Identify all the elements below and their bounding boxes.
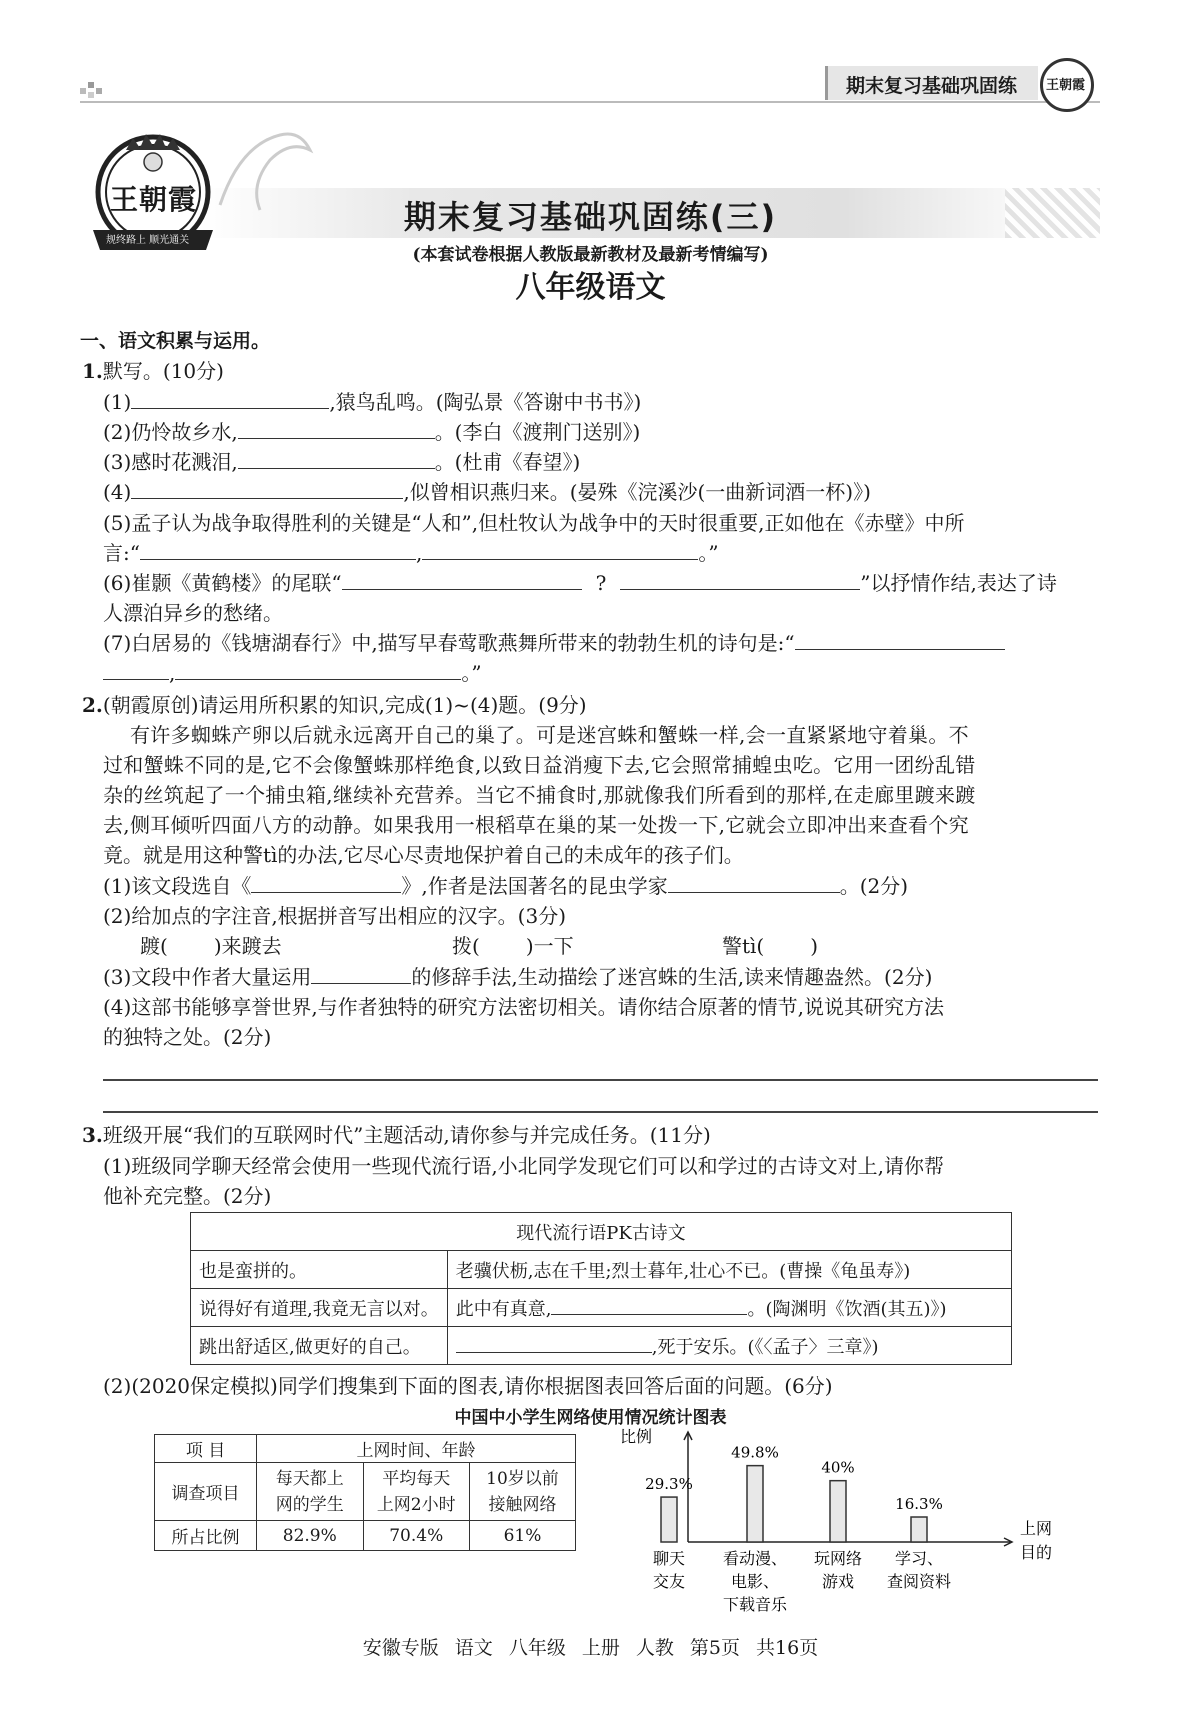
- table-caption: 现代流行语PK古诗文: [191, 1213, 1012, 1251]
- q3-sub-1-line2: 他补充完整。(2分): [103, 1184, 272, 1208]
- q1-item-4: [103, 477, 871, 507]
- q1-item-1-pre: (1): [103, 390, 132, 414]
- q2-sub-1-mid: 》,作者是法国著名的昆虫学家: [401, 874, 668, 898]
- q1-item-2-post: 。(李白《渡荆门送别》): [434, 420, 641, 444]
- q2-label: (朝霞原创)请运用所积累的知识,完成(1)~(4)题。(9分): [102, 693, 587, 717]
- category-label: 游戏: [821, 1572, 855, 1591]
- q2-sub-2-c-text: 警tì(: [722, 934, 765, 958]
- table-row: [191, 1289, 1012, 1327]
- q1-item-1-post: ,猿鸟乱鸣。(陶弘景《答谢中书书》): [329, 390, 642, 414]
- answer-line[interactable]: [103, 1111, 1098, 1113]
- q1-item-5-pre: 言:“: [103, 541, 140, 565]
- usage-bar-chart: [620, 1418, 1060, 1618]
- category-label: 玩网络: [813, 1549, 863, 1568]
- stats-header-group: 上网时间、年龄: [257, 1435, 576, 1463]
- answer-blank[interactable]: [238, 418, 435, 439]
- q1-item-5-line2: [103, 538, 719, 568]
- poetry-text-post: 。(陶渊明《饮酒(其五)》): [747, 1298, 947, 1320]
- figure-title: 中国中小学生网络使用情况统计图表: [454, 1408, 727, 1428]
- q2-sub-2-b-text: 拨(: [452, 934, 480, 958]
- stats-col-header: 10岁以前 接触网络: [469, 1463, 575, 1521]
- q2-sub-2-a-text: 踱(: [140, 934, 168, 958]
- q2-sub-4-line2: 的独特之处。(2分): [103, 1025, 272, 1049]
- top-dots: [80, 82, 102, 102]
- category-label: 学习、: [894, 1549, 944, 1568]
- q1-item-6-pre: (6)崔颢《黄鹤楼》的尾联“: [103, 571, 342, 595]
- bar-value-label: 40%: [821, 1458, 855, 1477]
- q1-item-5-line1: (5)孟子认为战争取得胜利的关键是“人和”,但杜牧认为战争中的天时很重要,正如他在《赤壁》中所: [103, 511, 965, 535]
- q1-item-7-mid: ,: [169, 661, 176, 685]
- answer-blank[interactable]: [131, 388, 329, 409]
- q1-item-2-pre: (2)仍怜故乡水,: [103, 420, 238, 444]
- q3-label: 班级开展“我们的互联网时代”主题活动,请你参与并完成任务。(11分): [102, 1123, 711, 1147]
- answer-blank[interactable]: [140, 539, 416, 560]
- category-label: 交友: [652, 1572, 686, 1591]
- q2-sub-2-b: [452, 931, 574, 961]
- chart-bar: [747, 1466, 763, 1542]
- q1-item-3-pre: (3)感时花溅泪,: [103, 450, 238, 474]
- q1-item-5-mid: ,: [415, 541, 423, 565]
- q1-item-6-mid: ?: [595, 571, 607, 595]
- stats-col-header: 每天都上 网的学生: [257, 1463, 363, 1521]
- page-footer: 安徽专版 语文 八年级 上册 人教 第5页 共16页: [362, 1637, 819, 1659]
- q1-item-7-line1: [103, 628, 1005, 658]
- q3-title: [82, 1120, 711, 1150]
- poetry-text-post: ,死于安乐。(《〈孟子〉三章》): [651, 1336, 879, 1358]
- x-axis-label: 上网: [1020, 1519, 1053, 1538]
- poetry-text: 此中有真意,: [455, 1298, 552, 1320]
- q1-item-3: [103, 447, 580, 477]
- q1-label: 默写。(10分): [102, 359, 224, 383]
- poetry-cell: [447, 1289, 1011, 1327]
- q1-item-5-post: 。”: [698, 541, 719, 565]
- q2-passage-2: 过和蟹蛛不同的是,它不会像蟹蛛那样绝食,以致日益消瘦下去,它会照常捕蝗虫吃。它用一团纷乱错: [103, 753, 976, 777]
- q3-sub-1-line1: (1)班级同学聊天经常会使用一些现代流行语,小北同学发现它们可以和学过的古诗文对上,请你帮: [103, 1154, 945, 1178]
- q1-title: [82, 356, 224, 386]
- chart-bar: [661, 1497, 677, 1542]
- answer-blank[interactable]: [551, 1298, 747, 1315]
- stats-value: 82.9%: [257, 1521, 363, 1551]
- slang-cell: 说得好有道理,我竟无言以对。: [191, 1289, 448, 1327]
- answer-blank[interactable]: [668, 872, 840, 893]
- poetry-cell: [447, 1327, 1011, 1365]
- q1-item-7-text: (7)白居易的《钱塘湖春行》中,描写早春莺歌燕舞所带来的勃勃生机的诗句是:“: [103, 631, 795, 655]
- q3-num: 3.: [82, 1123, 103, 1147]
- answer-line[interactable]: [103, 1079, 1098, 1081]
- grade-title: 八年级语文: [515, 270, 666, 305]
- slang-cell: 跳出舒适区,做更好的自己。: [191, 1327, 448, 1365]
- logo-ribbon-text: 规终路上 顺光通关: [106, 235, 190, 246]
- answer-blank[interactable]: [342, 569, 582, 590]
- q2-num: 2.: [82, 693, 103, 717]
- slang-poetry-table: [190, 1212, 1012, 1365]
- category-label: 查阅资料: [886, 1572, 952, 1591]
- answer-blank[interactable]: [103, 659, 169, 680]
- q1-item-6-line1: [103, 568, 1057, 598]
- q2-sub-3-post: 的修辞手法,生动描绘了迷宫蛛的生活,读来情趣盎然。(2分): [411, 965, 933, 989]
- answer-blank[interactable]: [131, 478, 403, 499]
- q1-item-3-post: 。(杜甫《春望》): [434, 450, 581, 474]
- q1-item-6-post: ”以抒情作结,表达了诗: [860, 571, 1057, 595]
- q1-item-7-post: 。”: [461, 661, 482, 685]
- slang-cell: 也是蛮拼的。: [191, 1251, 448, 1289]
- q2-sub-3: [103, 962, 932, 992]
- bar-value-label: 49.8%: [731, 1443, 779, 1462]
- q2-sub-2-b-post: )一下: [525, 934, 574, 958]
- q2-sub-2-c-post: ): [810, 934, 819, 958]
- q2-sub-1-pre: (1)该文段选自《: [103, 874, 252, 898]
- answer-blank[interactable]: [795, 629, 1005, 650]
- q2-passage-1: 有许多蜘蛛产卵以后就永远离开自己的巢了。可是迷宫蛛和蟹蛛一样,会一直紧紧地守着巢。不: [130, 723, 969, 747]
- x-axis-label: 目的: [1020, 1543, 1053, 1562]
- q2-passage-5: [103, 840, 744, 870]
- stats-row-label: 所占比例: [155, 1521, 257, 1551]
- q1-item-2: [103, 417, 640, 447]
- q2-sub-1-post: 。(2分): [839, 874, 909, 898]
- table-row: [191, 1327, 1012, 1365]
- bar-value-label: 16.3%: [895, 1495, 943, 1514]
- stats-value: 61%: [469, 1521, 575, 1551]
- q2-passage-3: 杂的丝筑起了一个捕虫箱,继续补充营养。当它不捕食时,那就像我们所看到的那样,在走廊里踱来踱: [103, 783, 976, 807]
- chart-bar: [830, 1481, 846, 1542]
- logo-text: 王朝霞: [110, 183, 198, 216]
- page-subtitle: (本套试卷根据人教版最新教材及最新考情编写): [412, 245, 769, 265]
- answer-blank[interactable]: [422, 539, 698, 560]
- q2-passage-5b: 孩子们。: [663, 843, 744, 867]
- q2-passage-5a: 竟。就是用这种警tì的办法,它尽心尽责地保护着自己的未成年的: [103, 843, 664, 867]
- q2-passage-4: 去,侧耳倾听四面八方的动静。如果我用一根稻草在巢的某一处拨一下,它就会立即冲出来查看个究: [103, 813, 969, 837]
- top-logo-text: 王朝霞: [1046, 78, 1086, 93]
- stats-row-header: 调查项目: [155, 1463, 257, 1521]
- answer-blank[interactable]: [251, 872, 401, 893]
- poetry-text: 老骥伏枥,志在千里;烈士暮年,壮心不已。(曹操《龟虽寿》): [455, 1260, 911, 1282]
- q2-sub-4-line1: (4)这部书能够享誉世界,与作者独特的研究方法密切相关。请你结合原著的情节,说说其研究方法: [103, 995, 945, 1019]
- answer-blank[interactable]: [311, 963, 411, 984]
- page-title: 期末复习基础巩固练(三): [403, 198, 778, 236]
- q2-sub-2-a-post: )来踱去: [213, 934, 282, 958]
- poetry-cell: [447, 1251, 1011, 1289]
- q1-item-7-line2: [103, 658, 482, 688]
- table-row: [191, 1251, 1012, 1289]
- answer-blank[interactable]: [620, 569, 860, 590]
- answer-blank[interactable]: [175, 659, 461, 680]
- top-title: 期末复习基础巩固练: [846, 75, 1018, 97]
- stats-table: [154, 1434, 576, 1551]
- bar-value-label: 29.3%: [645, 1475, 693, 1494]
- q1-item-6-line2: 人漂泊异乡的愁绪。: [103, 601, 283, 625]
- q1-item-1: [103, 387, 641, 417]
- top-logo-seal: [1040, 58, 1094, 112]
- category-label: 下载音乐: [722, 1595, 788, 1614]
- q1-item-4-pre: (4): [103, 480, 132, 504]
- stats-col-header: 平均每天 上网2小时: [363, 1463, 469, 1521]
- chart-bar: [911, 1517, 927, 1542]
- stats-header-item: 项 目: [155, 1435, 257, 1463]
- q2-sub-1: [103, 871, 908, 901]
- q2-sub-3-pre: (3)文段中作者大量运用: [103, 965, 312, 989]
- category-label: 电影、: [730, 1572, 780, 1591]
- y-axis-label: 比例: [620, 1427, 653, 1446]
- top-rule: [80, 101, 1100, 103]
- q1-item-4-post: ,似曾相识燕归来。(晏殊《浣溪沙(一曲新词酒一杯)》): [403, 480, 871, 504]
- q2-sub-2-c: [722, 931, 818, 961]
- q2-sub-2: (2)给加点的字注音,根据拼音写出相应的汉字。(3分): [103, 904, 567, 928]
- q1-num: 1.: [82, 359, 103, 383]
- q2-sub-2-a: [140, 931, 282, 961]
- category-label: 聊天: [652, 1549, 686, 1568]
- category-label: 看动漫、: [722, 1549, 788, 1568]
- stats-value: 70.4%: [363, 1521, 469, 1551]
- q2-title: [82, 690, 587, 720]
- answer-blank[interactable]: [238, 448, 435, 469]
- section-heading: 一、语文积累与运用。: [80, 330, 271, 352]
- q3-sub-2: (2)(2020保定模拟)同学们搜集到下面的图表,请你根据图表回答后面的问题。(6分): [103, 1374, 833, 1398]
- top-title-box: [825, 66, 1038, 100]
- answer-blank[interactable]: [456, 1336, 652, 1353]
